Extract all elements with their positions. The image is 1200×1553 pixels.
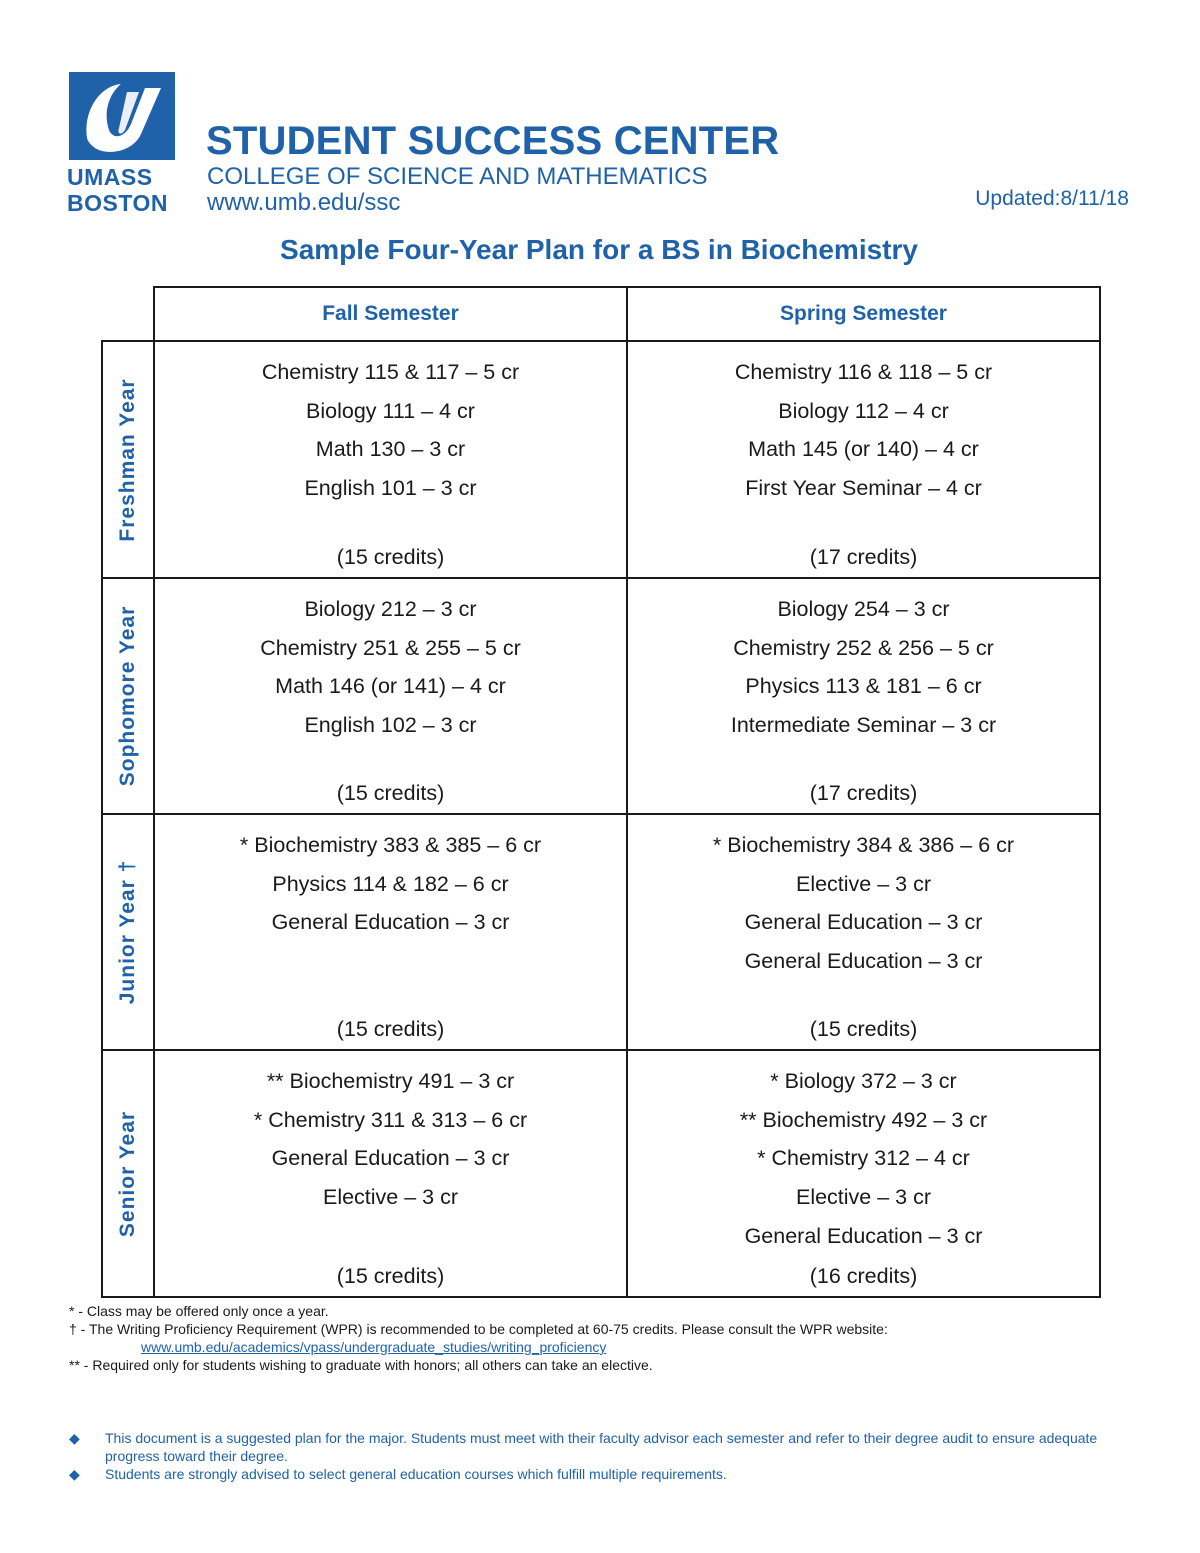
bullet-text: This document is a suggested plan for the major. Students must meet with their faculty advisor each semester and refer to their degree audit to ensure adequate progress toward their degree. bbox=[105, 1430, 1098, 1464]
u-logo-glyph-icon bbox=[69, 72, 175, 160]
bullet-text: Students are strongly advised to select general education courses which fulfill multiple requirements. bbox=[105, 1466, 727, 1482]
course-item: Elective – 3 cr bbox=[795, 871, 932, 896]
year-cell-freshman bbox=[102, 341, 154, 578]
updated-date: Updated:8/11/18 bbox=[975, 187, 1129, 210]
column-header-spring: Spring Semester bbox=[627, 287, 1100, 341]
semester-cell-freshman-fall bbox=[154, 341, 627, 578]
course-item: General Education – 3 cr bbox=[744, 910, 983, 935]
org-subtitle: COLLEGE OF SCIENCE AND MATHEMATICS bbox=[207, 163, 708, 190]
table-header-row bbox=[102, 287, 1100, 341]
list-item bbox=[69, 1429, 1139, 1465]
page-title: Sample Four-Year Plan for a BS in Biochemistry bbox=[280, 234, 918, 265]
table-corner bbox=[102, 287, 154, 341]
course-item: * Chemistry 312 – 4 cr bbox=[757, 1146, 970, 1171]
course-item: English 101 – 3 cr bbox=[304, 476, 477, 501]
list-item bbox=[69, 1465, 1139, 1483]
year-cell-sophomore bbox=[102, 578, 154, 814]
logo-line-umass: UMASS bbox=[67, 164, 153, 190]
course-item: ** Biochemistry 491 – 3 cr bbox=[266, 1069, 515, 1093]
semester-cell-junior-spring bbox=[627, 814, 1100, 1050]
credits-total: (15 credits) bbox=[336, 1017, 445, 1041]
logo-line-boston: BOSTON bbox=[67, 190, 168, 216]
table-row-senior bbox=[102, 1050, 1100, 1297]
course-item: General Education – 3 cr bbox=[744, 949, 983, 974]
footnote-single-star: * - Class may be offered only once a year. bbox=[69, 1303, 329, 1319]
four-year-plan-table bbox=[101, 286, 1101, 1298]
semester-cell-sophomore-fall bbox=[154, 578, 627, 814]
semester-cell-freshman-spring bbox=[627, 341, 1100, 578]
org-url-link[interactable]: www.umb.edu/ssc bbox=[207, 189, 401, 216]
course-item: * Biochemistry 384 & 386 – 6 cr bbox=[712, 833, 1015, 857]
year-cell-junior bbox=[102, 814, 154, 1050]
course-item: General Education – 3 cr bbox=[744, 1223, 983, 1248]
advice-bullet-list bbox=[69, 1429, 1139, 1483]
course-item: Intermediate Seminar – 3 cr bbox=[730, 713, 997, 738]
course-item: Math 130 – 3 cr bbox=[315, 437, 466, 462]
logo-wordmark bbox=[67, 164, 179, 216]
table-row-freshman bbox=[102, 341, 1100, 578]
credits-total: (17 credits) bbox=[809, 781, 918, 805]
credits-total: (15 credits) bbox=[809, 1017, 918, 1041]
course-item: Biology 254 – 3 cr bbox=[777, 597, 950, 621]
course-item: Chemistry 115 & 117 – 5 cr bbox=[261, 360, 520, 384]
semester-cell-junior-fall bbox=[154, 814, 627, 1050]
credits-total: (15 credits) bbox=[336, 545, 445, 569]
year-label-junior: Junior Year † bbox=[116, 859, 139, 1005]
footnotes bbox=[69, 1302, 1139, 1374]
footnote-double-star: ** - Required only for students wishing to graduate with honors; all others can take an elective. bbox=[69, 1357, 653, 1373]
semester-cell-senior-fall bbox=[154, 1050, 627, 1297]
course-item: General Education – 3 cr bbox=[271, 910, 510, 935]
course-item: Chemistry 252 & 256 – 5 cr bbox=[733, 635, 994, 660]
credits-total: (15 credits) bbox=[336, 1264, 445, 1288]
column-header-fall: Fall Semester bbox=[154, 287, 627, 341]
course-item: Elective – 3 cr bbox=[795, 1185, 932, 1210]
course-item: * Chemistry 311 & 313 – 6 cr bbox=[253, 1107, 528, 1132]
footnote-dagger: † - The Writing Proficiency Requirement (WPR) is recommended to be completed at 60-75 credits. Please consult the WPR website: bbox=[69, 1321, 888, 1337]
course-item: * Biology 372 – 3 cr bbox=[770, 1069, 957, 1093]
umass-boston-u-logo-icon bbox=[69, 72, 175, 160]
course-item: Elective – 3 cr bbox=[322, 1185, 459, 1210]
wpr-website-link[interactable]: www.umb.edu/academics/vpass/undergraduate_studies/writing_proficiency bbox=[141, 1339, 607, 1355]
course-item: General Education – 3 cr bbox=[271, 1146, 510, 1171]
table-row-junior bbox=[102, 814, 1100, 1050]
diamond-bullet-icon: ◆ bbox=[69, 1466, 80, 1482]
course-item: ** Biochemistry 492 – 3 cr bbox=[739, 1107, 988, 1132]
year-label-senior: Senior Year bbox=[116, 1110, 139, 1237]
semester-cell-sophomore-spring bbox=[627, 578, 1100, 814]
year-cell-senior bbox=[102, 1050, 154, 1297]
course-item: Physics 114 & 182 – 6 cr bbox=[272, 871, 509, 896]
course-item: Chemistry 251 & 255 – 5 cr bbox=[260, 635, 521, 660]
year-label-freshman: Freshman Year bbox=[116, 377, 139, 542]
credits-total: (16 credits) bbox=[809, 1264, 918, 1288]
course-item: Math 145 (or 140) – 4 cr bbox=[748, 437, 979, 462]
course-item: Biology 111 – 4 cr bbox=[306, 398, 475, 423]
course-item: English 102 – 3 cr bbox=[304, 713, 477, 738]
year-label-sophomore: Sophomore Year bbox=[116, 605, 139, 787]
org-title: STUDENT SUCCESS CENTER bbox=[206, 119, 780, 163]
course-item: First Year Seminar – 4 cr bbox=[745, 476, 982, 501]
semester-cell-senior-spring bbox=[627, 1050, 1100, 1297]
course-item: Chemistry 116 & 118 – 5 cr bbox=[734, 360, 993, 384]
credits-total: (17 credits) bbox=[809, 545, 918, 569]
credits-total: (15 credits) bbox=[336, 781, 445, 805]
course-item: Biology 112 – 4 cr bbox=[778, 398, 949, 423]
course-item: * Biochemistry 383 & 385 – 6 cr bbox=[239, 833, 542, 857]
course-item: Biology 212 – 3 cr bbox=[304, 597, 477, 621]
diamond-bullet-icon: ◆ bbox=[69, 1430, 80, 1446]
table-row-sophomore bbox=[102, 578, 1100, 814]
course-item: Physics 113 & 181 – 6 cr bbox=[745, 674, 982, 699]
course-item: Math 146 (or 141) – 4 cr bbox=[275, 674, 506, 699]
